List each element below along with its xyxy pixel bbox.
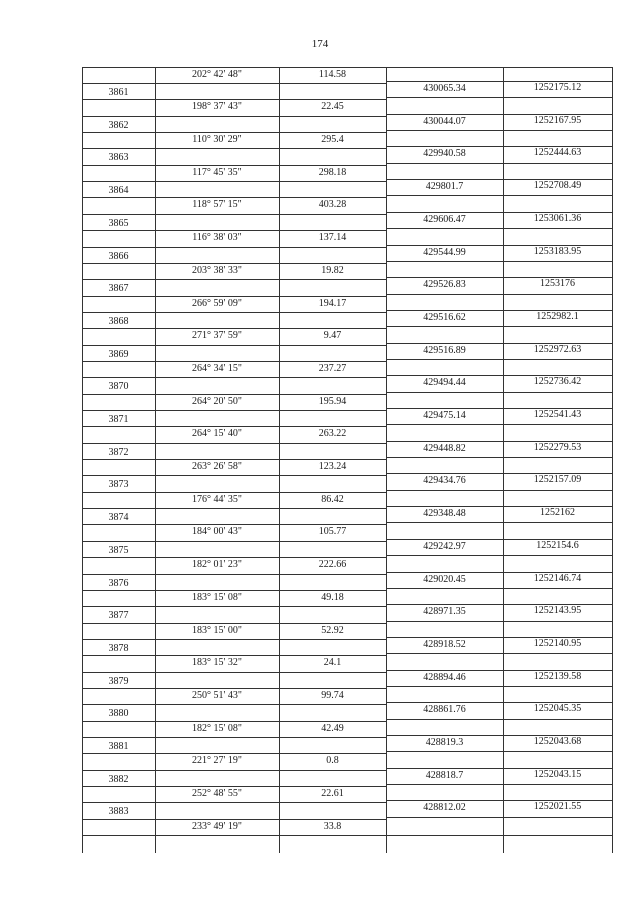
point-x-coordinate: 429940.58 [423,148,466,160]
point-x-coordinate: 428861.76 [423,704,466,716]
table-row-rule [386,817,612,818]
table-row-rule [386,228,612,229]
point-x-coordinate: 429494.44 [423,377,466,389]
bearing-angle: 118° 57' 15" [192,199,242,211]
point-id: 3882 [108,773,129,785]
table-row-rule [82,214,386,215]
point-y-coordinate: 1252175.12 [533,82,582,93]
table-row-rule [386,490,612,491]
table-row-rule [386,555,612,556]
bearing-angle: 221° 27' 19" [192,755,242,767]
point-y-coordinate: 1253176 [540,278,575,290]
bearing-distance: 137.14 [318,232,347,244]
bearing-angle: 110° 30' 29" [192,134,242,146]
table-row-rule [82,279,386,280]
bearing-distance: 22.61 [321,788,344,800]
point-id: 3863 [108,152,129,164]
bearing-angle: 116° 38' 03" [192,232,242,244]
point-y-coordinate: 1252021.55 [533,801,582,813]
table-column-rule [612,67,613,853]
bearing-angle: 266° 59' 09" [192,297,242,309]
point-id: 3874 [108,512,129,524]
bearing-angle: 252° 48' 55" [192,788,242,800]
bearing-distance: 403.28 [318,199,347,211]
point-id: 3866 [108,250,129,262]
bearing-distance: 0.8 [326,755,339,767]
table-row-rule [82,508,386,509]
point-y-coordinate: 1252708.49 [533,180,582,192]
bearing-angle: 202° 42' 48" [192,69,242,80]
point-x-coordinate: 429516.89 [423,344,466,356]
page-number: 174 [311,38,329,50]
point-y-coordinate: 1252043.15 [533,768,582,780]
point-y-coordinate: 1252167.95 [533,114,582,126]
table-row-rule [82,737,386,738]
point-x-coordinate: 429448.82 [423,442,466,454]
point-id: 3861 [108,87,129,98]
point-x-coordinate: 429020.45 [423,573,466,585]
point-id: 3864 [108,185,129,197]
table-row-rule [82,704,386,705]
table-row-rule [82,247,386,248]
point-x-coordinate: 429544.99 [423,246,466,258]
table-row-rule [386,457,612,458]
bearing-distance: 263.22 [318,428,347,440]
bearing-angle: 250° 51' 43" [192,689,242,701]
bearing-distance: 19.82 [321,264,344,276]
point-y-coordinate: 1252043.68 [533,736,582,747]
point-id: 3873 [108,479,129,491]
table-row-rule [386,163,612,164]
table-row-rule [82,116,386,117]
bearing-angle: 183° 15' 00" [192,624,242,636]
point-x-coordinate: 428918.52 [423,638,466,650]
point-id: 3876 [108,577,129,589]
point-y-coordinate: 1253183.95 [533,245,582,257]
bearing-angle: 264° 34' 15" [192,362,242,374]
bearing-distance: 99.74 [321,689,344,701]
point-y-coordinate: 1252972.63 [533,343,582,355]
table-row-rule [82,770,386,771]
point-x-coordinate: 429434.76 [423,475,466,487]
bearing-distance: 105.77 [318,526,347,538]
point-y-coordinate: 1252162 [540,507,575,519]
point-id: 3872 [108,446,129,458]
bearing-angle: 271° 37' 59" [192,330,242,342]
bearing-distance: 194.17 [318,297,347,309]
bearing-distance: 298.18 [318,166,347,178]
table-row-rule [386,719,612,720]
table-row-rule [82,574,386,575]
bearing-distance: 22.45 [321,101,344,113]
table-row-rule [82,312,386,313]
bearing-angle: 263° 26' 58" [192,461,242,473]
point-x-coordinate: 428819.3 [425,737,464,748]
point-id: 3871 [108,414,129,425]
point-id: 3869 [108,348,129,360]
point-y-coordinate: 1252279.53 [533,441,582,453]
bearing-angle: 203° 38' 33" [192,264,242,276]
table-row-rule [386,130,612,131]
point-y-coordinate: 1252982.1 [536,310,579,322]
table-row-rule [82,639,386,640]
table-row-rule [386,195,612,196]
point-id: 3870 [108,381,129,393]
point-x-coordinate: 429801.7 [425,181,464,193]
point-x-coordinate: 428894.46 [423,671,466,683]
bearing-distance: 52.92 [321,624,344,636]
point-y-coordinate: 1252444.63 [533,147,582,159]
table-row-rule [386,326,612,327]
point-id: 3865 [108,217,129,229]
bearing-angle: 264° 20' 50" [192,395,242,407]
bearing-angle: 176° 44' 35" [192,493,242,505]
point-x-coordinate: 430044.07 [423,115,466,127]
bearing-distance: 33.8 [323,820,342,832]
bearing-distance: 24.1 [323,657,342,669]
point-x-coordinate: 429475.14 [423,410,466,421]
point-y-coordinate: 1252146.74 [533,572,582,584]
bearing-distance: 9.47 [323,330,342,342]
point-x-coordinate: 429526.83 [423,279,466,291]
point-id: 3867 [108,283,129,295]
bearing-distance: 295.4 [321,134,344,146]
point-y-coordinate: 1252139.58 [533,670,582,682]
bearing-angle: 198° 37' 43" [192,101,242,113]
bearing-distance: 123.24 [318,461,347,473]
table-row-rule [386,359,612,360]
table-row-rule [82,410,386,411]
table-row-rule [82,606,386,607]
bearing-distance: 114.58 [318,69,347,80]
bearing-angle: 182° 01' 23" [192,559,242,571]
table-row-rule [82,83,386,84]
point-x-coordinate: 429606.47 [423,213,466,225]
point-id: 3883 [108,806,129,818]
point-x-coordinate: 430065.34 [423,83,466,94]
table-row-rule [82,345,386,346]
point-y-coordinate: 1252541.43 [533,409,582,420]
point-y-coordinate: 1252140.95 [533,637,582,649]
bearing-distance: 86.42 [321,493,344,505]
bearing-distance: 195.94 [318,395,347,407]
point-x-coordinate: 429348.48 [423,508,466,520]
table-row-rule [386,294,612,295]
point-y-coordinate: 1252154.6 [536,539,579,551]
point-id: 3862 [108,119,129,131]
table-row-rule [82,377,386,378]
bearing-distance: 49.18 [321,591,344,603]
point-x-coordinate: 428971.35 [423,606,466,618]
bearing-distance: 222.66 [318,559,347,571]
bearing-angle: 264° 15' 40" [192,428,242,440]
table-row-rule [82,475,386,476]
bearing-angle: 233° 49' 19" [192,820,242,832]
point-id: 3880 [108,708,129,720]
table-row-rule [386,686,612,687]
table-row-rule [386,751,612,752]
bearing-angle: 183° 15' 32" [192,657,242,669]
table-row-rule [386,653,612,654]
point-id: 3878 [108,642,129,654]
table-row-rule [386,621,612,622]
table-row-rule [82,443,386,444]
point-x-coordinate: 429242.97 [423,540,466,552]
point-y-coordinate: 1252045.35 [533,703,582,715]
point-y-coordinate: 1252736.42 [533,376,582,388]
table-row-rule [386,392,612,393]
bearing-angle: 184° 00' 43" [192,526,242,538]
bearing-angle: 117° 45' 35" [192,166,242,178]
table-row-rule [386,424,612,425]
bearing-angle: 182° 15' 08" [192,722,242,734]
point-y-coordinate: 1252143.95 [533,605,582,617]
table-row-rule [82,148,386,149]
table-row-rule [386,784,612,785]
point-x-coordinate: 429516.62 [423,311,466,323]
table-row-rule [386,522,612,523]
point-id: 3877 [108,610,129,622]
table-row-rule [386,588,612,589]
survey-coordinates-table [82,67,612,853]
point-x-coordinate: 428812.02 [423,802,466,814]
point-id: 3881 [108,741,129,752]
table-row-rule [82,835,612,836]
table-row-rule [386,97,612,98]
point-y-coordinate: 1253061.36 [533,212,582,224]
table-row-rule [82,181,386,182]
table-row-rule [82,541,386,542]
table-row-rule [386,261,612,262]
bearing-angle: 183° 15' 08" [192,591,242,603]
table-row-rule [82,672,386,673]
point-y-coordinate: 1252157.09 [533,474,582,486]
point-id: 3868 [108,315,129,327]
point-id: 3879 [108,675,129,687]
bearing-distance: 42.49 [321,722,344,734]
point-id: 3875 [108,544,129,556]
point-x-coordinate: 428818.7 [425,769,464,781]
bearing-distance: 237.27 [318,362,347,374]
table-row-rule [82,802,386,803]
